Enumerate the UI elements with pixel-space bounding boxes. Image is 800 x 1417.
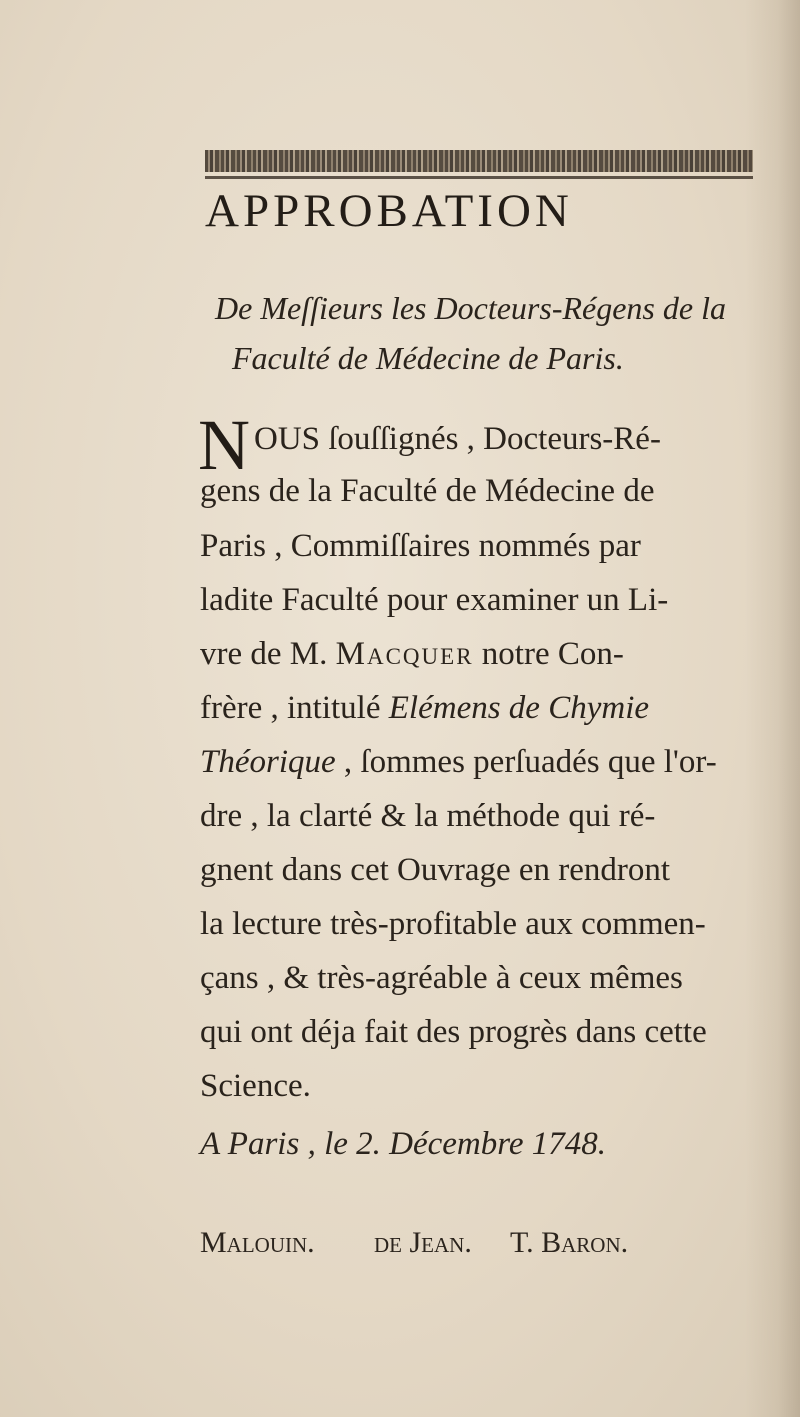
body-line-3: Paris , Commiſſaires nommés par xyxy=(200,528,641,564)
signature-de-jean: de Jean. xyxy=(374,1226,472,1259)
book-title-part-2: Théorique xyxy=(200,744,336,780)
signature-malouin: Malouin. xyxy=(200,1226,315,1259)
document-title: APPROBATION xyxy=(205,185,573,237)
body-line-1-text: OUS ſouſſignés , Docteurs-Ré- xyxy=(254,421,661,457)
body-line-12: qui ont déja fait des progrès dans cette xyxy=(200,1014,707,1050)
body-line-7 xyxy=(200,746,770,779)
book-title-part-1: Elémens de Chymie xyxy=(388,690,650,726)
signature-baron: T. Baron. xyxy=(510,1226,629,1259)
body-line-5 xyxy=(200,638,770,671)
body-line-6-a: frère , intitulé xyxy=(200,690,389,726)
drop-cap: N xyxy=(198,405,250,485)
author-name: Macquer xyxy=(335,636,474,672)
body-line-4: ladite Faculté pour examiner un Li- xyxy=(200,582,669,618)
subtitle-line-1: De Meſſieurs les Docteurs-Régens de la xyxy=(215,290,726,326)
body-line-5-b: notre Con- xyxy=(473,636,624,672)
body-line-5-a: vre de M. xyxy=(200,636,336,672)
body-line-9: gnent dans cet Ouvrage en rendront xyxy=(200,852,671,888)
body-line-6 xyxy=(200,692,770,725)
date-line: A Paris , le 2. Décembre 1748. xyxy=(200,1126,607,1162)
decorative-headpiece xyxy=(205,150,753,172)
body-line-7-b: , ſommes perſuadés que l'or- xyxy=(335,744,717,780)
body-line-1 xyxy=(254,423,774,456)
headpiece-rule xyxy=(205,176,753,179)
body-line-11: çans , & très-agréable à ceux mêmes xyxy=(200,960,683,996)
subtitle-line-2: Faculté de Médecine de Paris. xyxy=(232,340,624,376)
body-line-10: la lecture très-profitable aux commen- xyxy=(200,906,706,942)
body-line-8: dre , la clarté & la méthode qui ré- xyxy=(200,798,656,834)
body-line-2: gens de la Faculté de Médecine de xyxy=(200,473,655,509)
body-line-13: Science. xyxy=(200,1068,311,1104)
